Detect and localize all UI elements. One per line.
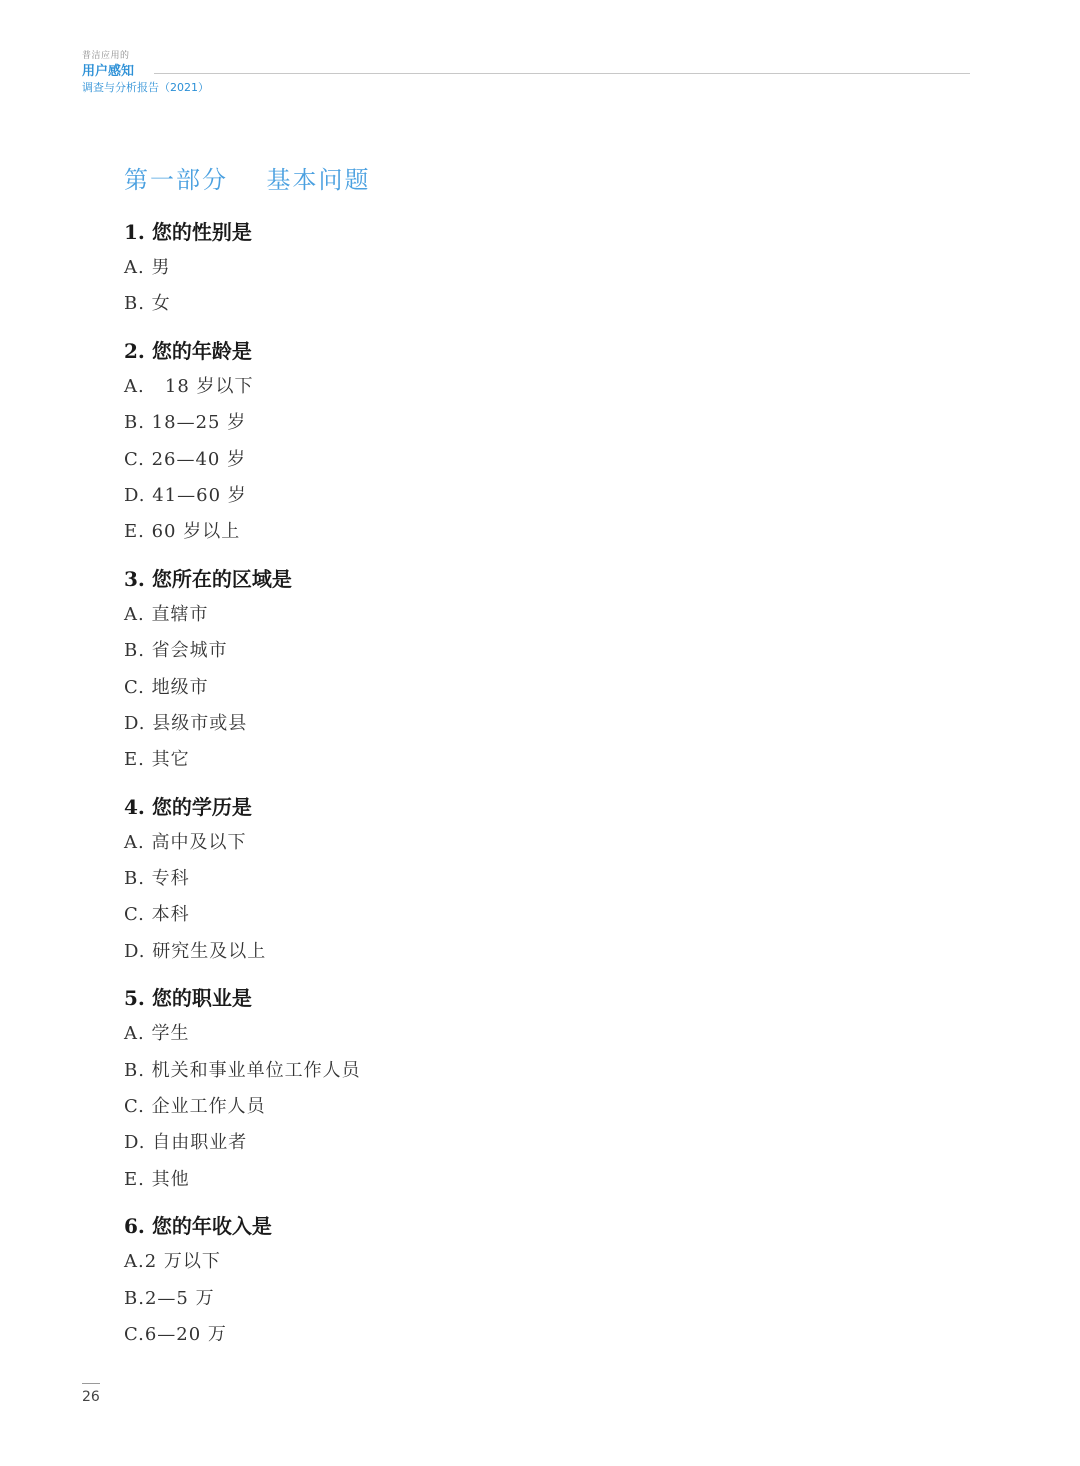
answer-option: C.6—20 万 [124, 1323, 227, 1345]
header-series-label: 普洁应用的 [82, 51, 130, 61]
header-report-subtitle: 调查与分析报告（2021） [82, 81, 209, 94]
question-group [124, 980, 924, 1198]
answer-option: D. 自由职业者 [124, 1132, 248, 1154]
answer-option: D. 41—60 岁 [124, 484, 247, 506]
question-group [124, 214, 924, 323]
question-group [124, 333, 924, 551]
answer-option: B. 省会城市 [124, 640, 228, 662]
answer-option: B. 18—25 岁 [124, 412, 247, 434]
answer-option: D. 县级市或县 [124, 712, 248, 734]
answer-option: B. 女 [124, 293, 171, 315]
answer-option: C. 地级市 [124, 676, 209, 698]
answer-option: A. 男 [124, 257, 171, 278]
question-title: 5. 您的职业是 [124, 986, 252, 1011]
answer-option: B. 机关和事业单位工作人员 [124, 1059, 361, 1081]
answer-option: A. 直辖市 [124, 603, 209, 625]
question-title: 6. 您的年收入是 [124, 1214, 272, 1239]
answer-option: A. 18 岁以下 [124, 375, 254, 397]
questionnaire [124, 214, 924, 1353]
footer-divider [82, 1383, 100, 1384]
answer-option: A.2 万以下 [124, 1251, 221, 1273]
answer-option: C. 本科 [124, 904, 190, 926]
header-report-title: 用户感知 [82, 64, 135, 79]
answer-option: C. 26—40 岁 [124, 448, 247, 470]
question-group [124, 1208, 924, 1353]
answer-option: E. 其它 [124, 749, 190, 771]
question-group [124, 561, 924, 779]
answer-option: B. 专科 [124, 868, 190, 890]
question-group [124, 789, 924, 971]
running-header [82, 50, 970, 95]
answer-option: C. 企业工作人员 [124, 1096, 266, 1118]
answer-option: B.2—5 万 [124, 1287, 215, 1309]
answer-option: E. 其他 [124, 1168, 190, 1190]
answer-option: E. 60 岁以上 [124, 521, 241, 543]
question-title: 3. 您所在的区域是 [124, 566, 292, 591]
question-title: 1. 您的性别是 [124, 220, 252, 244]
question-title: 2. 您的年龄是 [124, 338, 252, 363]
answer-option: A. 学生 [124, 1023, 190, 1045]
header-divider [154, 73, 970, 74]
question-title: 4. 您的学历是 [124, 794, 252, 819]
answer-option: D. 研究生及以上 [124, 940, 267, 962]
answer-option: A. 高中及以下 [124, 831, 247, 853]
section-title: 第一部分 基本问题 [124, 166, 371, 194]
page-number: 26 [82, 1389, 100, 1405]
